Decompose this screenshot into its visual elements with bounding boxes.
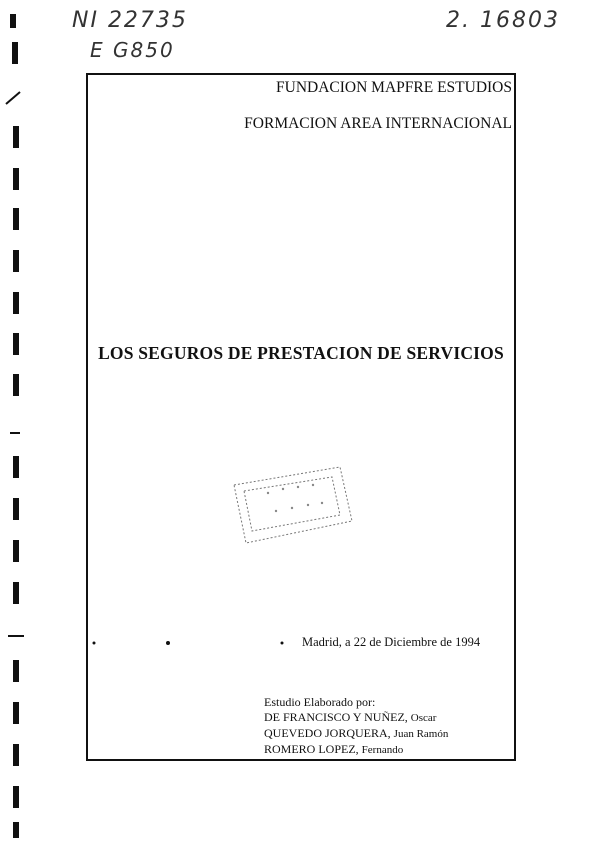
credits-label: Estudio Elaborado por: bbox=[264, 695, 376, 709]
department-name: FORMACION AREA INTERNACIONAL bbox=[244, 115, 512, 132]
document-title: LOS SEGUROS DE PRESTACION DE SERVICIOS bbox=[98, 343, 504, 363]
cover-frame bbox=[86, 73, 516, 761]
handwritten-note-reference: NI 22735 bbox=[72, 8, 188, 33]
author-surname: DE FRANCISCO Y NUÑEZ, bbox=[264, 710, 408, 724]
library-stamp bbox=[228, 463, 358, 553]
author-surname: QUEVEDO JORQUERA, bbox=[264, 726, 391, 740]
author-surname: ROMERO LOPEZ, bbox=[264, 742, 359, 756]
author-given-name: Juan Ramón bbox=[393, 728, 449, 740]
organization-name: FUNDACION MAPFRE ESTUDIOS bbox=[276, 79, 512, 96]
place-and-date: Madrid, a 22 de Diciembre de 1994 bbox=[302, 635, 481, 649]
handwritten-note-code: E G850 bbox=[90, 38, 175, 62]
scan-specks bbox=[88, 635, 308, 649]
credits-block bbox=[264, 695, 448, 758]
author-entry bbox=[264, 742, 448, 758]
author-entry bbox=[264, 710, 448, 726]
handwritten-note-number: 2. 16803 bbox=[446, 8, 560, 33]
author-given-name: Oscar bbox=[410, 712, 437, 724]
author-given-name: Fernando bbox=[361, 744, 404, 756]
binding-marks bbox=[0, 0, 40, 841]
author-entry bbox=[264, 726, 448, 742]
